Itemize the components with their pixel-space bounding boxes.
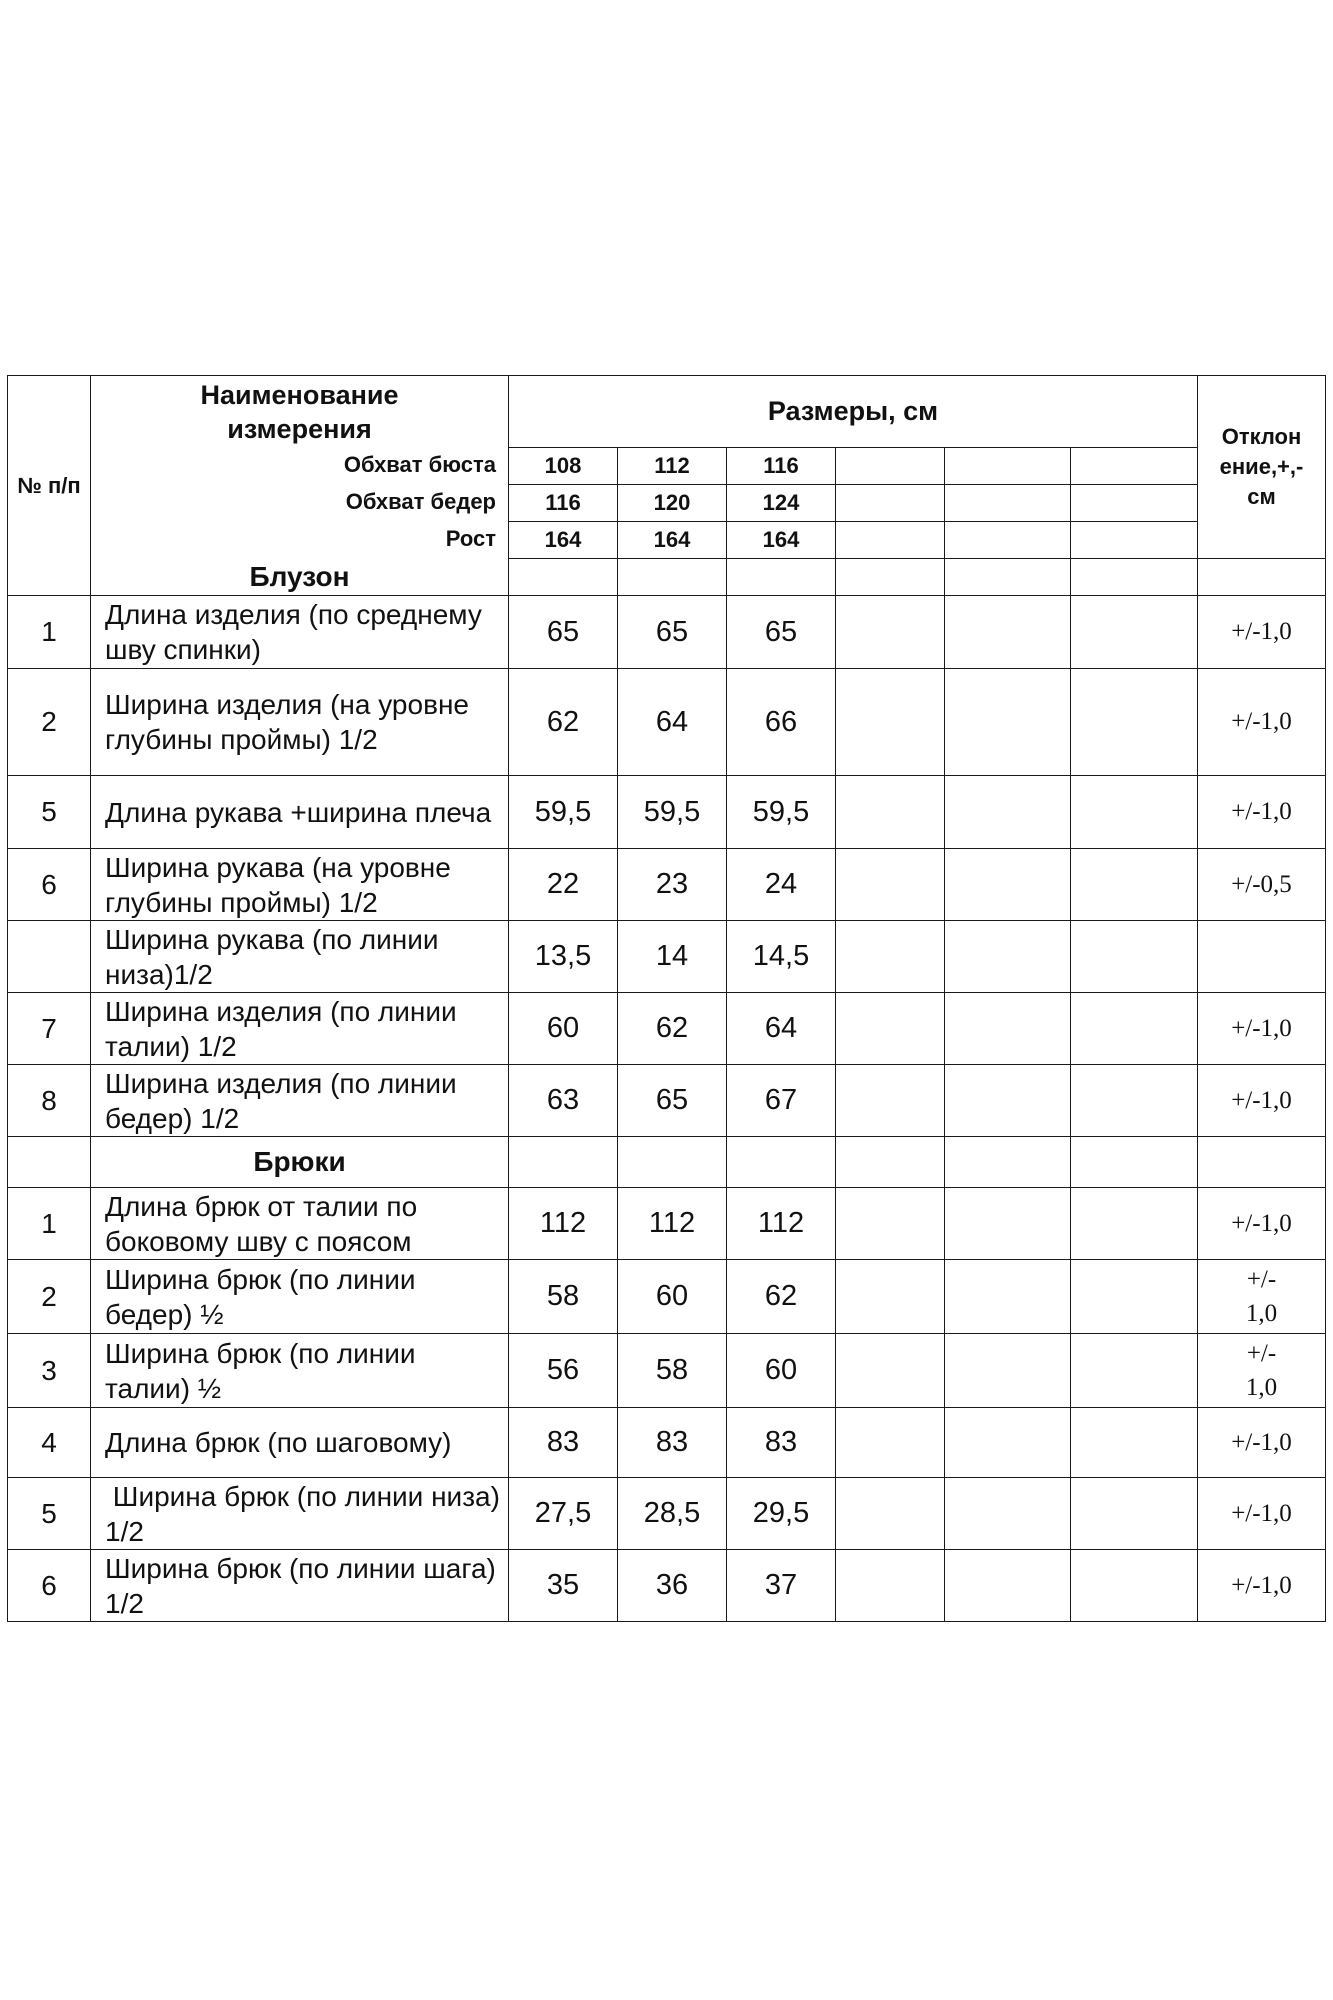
deviation-value: +/-1,0 [1198, 1478, 1326, 1550]
size-parameter-labels [344, 446, 496, 557]
row-number [8, 921, 91, 993]
empty-cell [836, 993, 945, 1065]
row-number: 8 [8, 1065, 91, 1137]
empty-cell [1071, 1137, 1198, 1188]
table-row [8, 1188, 1326, 1260]
empty-cell [945, 448, 1071, 485]
empty-cell [945, 485, 1071, 522]
measurement-name: Ширина брюк (по линии шага) 1/2 [91, 1550, 509, 1622]
sizes-header: Размеры, см [509, 376, 1198, 448]
measurement-name: Ширина изделия (на уровне глубины проймы) 1/2 [91, 669, 509, 776]
size-value: 13,5 [509, 921, 618, 993]
bust-value: 112 [618, 448, 727, 485]
empty-cell [836, 1260, 945, 1334]
row-number: 7 [8, 993, 91, 1065]
empty-cell [836, 1334, 945, 1408]
measurement-name: Ширина рукава (на уровне глубины проймы) 1/2 [91, 849, 509, 921]
size-chart-table [7, 375, 1326, 1622]
empty-cell [1071, 1260, 1198, 1334]
bust-value: 108 [509, 448, 618, 485]
empty-cell [509, 559, 618, 596]
row-number: 5 [8, 776, 91, 849]
table-row [8, 1408, 1326, 1478]
table-row [8, 1065, 1326, 1137]
measurement-name: Длина брюк от талии по боковому шву с поясом [91, 1188, 509, 1260]
empty-cell [836, 522, 945, 559]
measurement-name: Ширина брюк (по линии бедер) ½ [91, 1260, 509, 1334]
measurement-name: Ширина рукава (по линии низа)1/2 [91, 921, 509, 993]
name-header [91, 376, 509, 596]
empty-cell [1071, 1188, 1198, 1260]
empty-cell [836, 1550, 945, 1622]
empty-cell [1071, 776, 1198, 849]
bust-value: 116 [727, 448, 836, 485]
measurement-name: Ширина брюк (по линии низа) 1/2 [91, 1478, 509, 1550]
empty-cell [945, 522, 1071, 559]
size-value: 64 [727, 993, 836, 1065]
size-value: 58 [509, 1260, 618, 1334]
empty-cell [945, 993, 1071, 1065]
empty-cell [727, 1137, 836, 1188]
empty-cell [836, 849, 945, 921]
deviation-value: +/-0,5 [1198, 849, 1326, 921]
empty-cell [836, 921, 945, 993]
table-row [8, 776, 1326, 849]
empty-cell [1071, 849, 1198, 921]
table-row [8, 1550, 1326, 1622]
size-value: 60 [618, 1260, 727, 1334]
size-value: 83 [509, 1408, 618, 1478]
table-row [8, 669, 1326, 776]
empty-cell [945, 776, 1071, 849]
empty-cell [1071, 522, 1198, 559]
size-value: 14,5 [727, 921, 836, 993]
empty-cell [836, 448, 945, 485]
size-value: 24 [727, 849, 836, 921]
empty-cell [836, 1478, 945, 1550]
size-value: 59,5 [509, 776, 618, 849]
deviation-value: +/- 1,0 [1198, 1260, 1326, 1334]
empty-cell [1198, 559, 1326, 596]
hips-label: Обхват бедер [345, 489, 496, 514]
size-value: 23 [618, 849, 727, 921]
empty-cell [945, 1334, 1071, 1408]
size-value: 83 [727, 1408, 836, 1478]
empty-cell [727, 559, 836, 596]
row-number: 3 [8, 1334, 91, 1408]
size-value: 62 [618, 993, 727, 1065]
measurement-name: Длина изделия (по среднему шву спинки) [91, 596, 509, 669]
deviation-value: +/-1,0 [1198, 1550, 1326, 1622]
empty-cell [1071, 1550, 1198, 1622]
height-label: Рост [445, 526, 496, 551]
empty-cell [1071, 1065, 1198, 1137]
deviation-value: +/- 1,0 [1198, 1334, 1326, 1408]
size-value: 65 [618, 596, 727, 669]
size-value: 14 [618, 921, 727, 993]
empty-cell [1071, 559, 1198, 596]
deviation-value: +/-1,0 [1198, 776, 1326, 849]
height-value: 164 [509, 522, 618, 559]
size-value: 29,5 [727, 1478, 836, 1550]
empty-cell [509, 1137, 618, 1188]
section-title-trousers: Брюки [91, 1137, 509, 1188]
table-row [8, 1260, 1326, 1334]
empty-cell [945, 1065, 1071, 1137]
size-value: 59,5 [727, 776, 836, 849]
bust-label: Обхват бюста [343, 452, 496, 477]
row-number: 6 [8, 1550, 91, 1622]
deviation-value: +/-1,0 [1198, 993, 1326, 1065]
section-title-blouson: Блузон [249, 561, 350, 592]
empty-cell [945, 1478, 1071, 1550]
empty-cell [1071, 485, 1198, 522]
row-number: 2 [8, 669, 91, 776]
measurement-name: Ширина изделия (по линии бедер) 1/2 [91, 1065, 509, 1137]
deviation-value: +/-1,0 [1198, 1065, 1326, 1137]
deviation-value [1198, 921, 1326, 993]
empty-cell [945, 1188, 1071, 1260]
empty-cell [618, 559, 727, 596]
empty-cell [1071, 1334, 1198, 1408]
row-number: 5 [8, 1478, 91, 1550]
deviation-value: +/-1,0 [1198, 1408, 1326, 1478]
hips-value: 116 [509, 485, 618, 522]
empty-cell [1071, 921, 1198, 993]
size-value: 62 [727, 1260, 836, 1334]
num-header: № п/п [8, 376, 91, 596]
empty-cell [945, 1137, 1071, 1188]
size-value: 112 [618, 1188, 727, 1260]
size-value: 83 [618, 1408, 727, 1478]
size-value: 64 [618, 669, 727, 776]
deviation-value: +/-1,0 [1198, 669, 1326, 776]
size-value: 56 [509, 1334, 618, 1408]
size-value: 58 [618, 1334, 727, 1408]
row-number: 4 [8, 1408, 91, 1478]
empty-cell [945, 669, 1071, 776]
size-value: 112 [727, 1188, 836, 1260]
row-number: 6 [8, 849, 91, 921]
empty-cell [945, 559, 1071, 596]
size-chart-sheet [7, 375, 1325, 1622]
empty-cell [945, 1550, 1071, 1622]
empty-cell [1071, 1408, 1198, 1478]
height-value: 164 [618, 522, 727, 559]
empty-cell [8, 1137, 91, 1188]
empty-cell [1071, 669, 1198, 776]
size-value: 66 [727, 669, 836, 776]
size-value: 35 [509, 1550, 618, 1622]
empty-cell [836, 669, 945, 776]
size-value: 36 [618, 1550, 727, 1622]
measurement-name: Ширина брюк (по линии талии) ½ [91, 1334, 509, 1408]
measurement-name: Длина брюк (по шаговому) [91, 1408, 509, 1478]
section-row-trousers [8, 1137, 1326, 1188]
size-value: 65 [618, 1065, 727, 1137]
measurement-name: Длина рукава +ширина плеча [91, 776, 509, 849]
row-number: 1 [8, 596, 91, 669]
header-row-sizes [8, 376, 1326, 448]
size-value: 37 [727, 1550, 836, 1622]
row-number: 2 [8, 1260, 91, 1334]
size-value: 65 [727, 596, 836, 669]
empty-cell [836, 596, 945, 669]
empty-cell [836, 485, 945, 522]
height-value: 164 [727, 522, 836, 559]
size-value: 65 [509, 596, 618, 669]
empty-cell [945, 1408, 1071, 1478]
name-header-title: Наименование измерения [200, 380, 399, 444]
table-row [8, 1334, 1326, 1408]
size-value: 62 [509, 669, 618, 776]
empty-cell [836, 1065, 945, 1137]
size-value: 67 [727, 1065, 836, 1137]
empty-cell [1071, 1478, 1198, 1550]
hips-value: 120 [618, 485, 727, 522]
empty-cell [1071, 993, 1198, 1065]
empty-cell [836, 1408, 945, 1478]
size-value: 28,5 [618, 1478, 727, 1550]
empty-cell [1071, 448, 1198, 485]
table-row [8, 849, 1326, 921]
size-value: 60 [727, 1334, 836, 1408]
size-value: 60 [509, 993, 618, 1065]
empty-cell [836, 776, 945, 849]
measurement-name: Ширина изделия (по линии талии) 1/2 [91, 993, 509, 1065]
empty-cell [945, 596, 1071, 669]
table-row [8, 993, 1326, 1065]
empty-cell [836, 1137, 945, 1188]
size-value: 27,5 [509, 1478, 618, 1550]
deviation-value: +/-1,0 [1198, 596, 1326, 669]
size-value: 112 [509, 1188, 618, 1260]
row-number: 1 [8, 1188, 91, 1260]
table-row [8, 921, 1326, 993]
size-value: 59,5 [618, 776, 727, 849]
table-row [8, 1478, 1326, 1550]
size-value: 22 [509, 849, 618, 921]
deviation-value: +/-1,0 [1198, 1188, 1326, 1260]
hips-value: 124 [727, 485, 836, 522]
empty-cell [945, 849, 1071, 921]
empty-cell [1071, 596, 1198, 669]
empty-cell [1198, 1137, 1326, 1188]
deviation-header: Отклон ение,+,- см [1198, 376, 1326, 559]
size-value: 63 [509, 1065, 618, 1137]
empty-cell [945, 1260, 1071, 1334]
empty-cell [945, 921, 1071, 993]
empty-cell [836, 1188, 945, 1260]
empty-cell [836, 559, 945, 596]
empty-cell [618, 1137, 727, 1188]
table-row [8, 596, 1326, 669]
